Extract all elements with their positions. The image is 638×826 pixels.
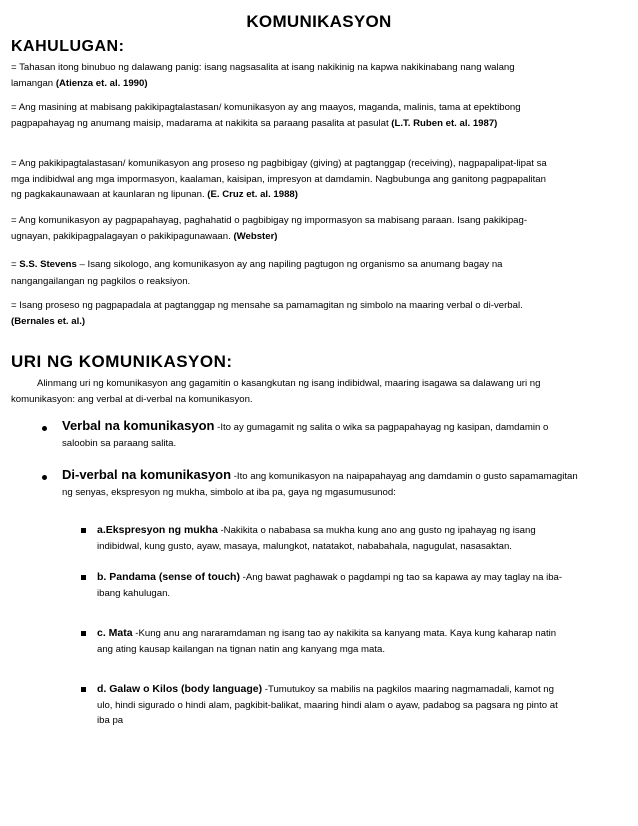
type-di-verbal (42, 467, 582, 500)
subtype-ekspresyon (81, 523, 571, 554)
square-bullet-icon (81, 575, 86, 580)
definition-5 (11, 256, 556, 290)
document-title: KOMUNIKASYON (246, 12, 392, 31)
subtype-term: b. Pandama (sense of touch) (97, 571, 240, 583)
definition-text: = Tahasan itong binubuo ng dalawang panig: isang nagsasalita at isang nakikinig na kapwa nakikinabang nang walang lamangan (11, 62, 515, 89)
definition-citation: (Atienza et. al. 1990) (55, 77, 148, 89)
subtype-description: -Ang bawat paghawak o pagdampi ng tao sa kapawa ay may taglay na iba-ibang kahulugan. (97, 572, 563, 599)
square-bullet-icon (81, 687, 86, 692)
definition-citation: (Bernales et. al.) (11, 315, 86, 327)
definition-citation: (L.T. Ruben et. al. 1987) (391, 117, 498, 129)
type-verbal (42, 418, 582, 451)
definition-text: = Ang pakikipagtalastasan/ komunikasyon ang proseso ng pagbibigay (giving) at pagtanggap (receiving), nagpapalipat-lipat sa mga indibidwal ang mga impormasyon, kaalaman, kaisipan, impresyon at damdamin. Nagbubunga ang ganitong pagpapalitan ng pagkakaunawaan at kaunlaran ng lipunan. (11, 158, 547, 200)
definition-4 (11, 213, 556, 244)
subtype-description: -Nakikita o nababasa sa mukha kung ano ang gusto ng ipahayag ng isang indibidwal, kung gusto, ayaw, masaya, malungkot, natatakot, nababahala, nagugulat, nasasaktan. (97, 525, 536, 552)
definition-prefix: = (11, 259, 20, 270)
bullet-icon (42, 475, 47, 480)
definition-text: = Ang masining at mabisang pakikipagtalastasan/ komunikasyon ay ang maayos, maganda, malinis, tama at epektibong pagpapahayag ng anumang maisip, madarama at nakikita sa paraang pasalita at pasulat (11, 102, 521, 129)
definition-text: – Isang sikologo, ang komunikasyon ay ang napiling pagtugon ng organismo sa anumang bagay na nangangailangan ng pagkilos o reaksiyon. (11, 259, 503, 287)
type-description: -Ito ay gumagamit ng salita o wika sa pagpapahayag ng kasipan, damdamin o saloobin sa paraang salita. (62, 422, 549, 449)
subtype-term: c. Mata (97, 627, 133, 639)
definition-text: = Ang komunikasyon ay pagpapahayag, paghahatid o pagbibigay ng impormasyon sa mabisang paraan. Isang pakikipag-ugnayan, pakikipagpalagayan o pakikipagunawaan. (11, 215, 528, 242)
definition-3 (11, 156, 556, 203)
kahulugan-heading: KAHULUGAN: (11, 38, 125, 55)
definition-text: = Isang proseso ng pagpapadala at pagtanggap ng mensahe sa pamamagitan ng simbolo na maaring verbal o di-verbal. (11, 300, 523, 311)
definition-1 (11, 60, 556, 91)
subtype-mata (81, 626, 571, 657)
bullet-icon (42, 426, 47, 431)
uri-heading: URI NG KOMUNIKASYON: (11, 352, 233, 371)
type-term: Verbal na komunikasyon (62, 418, 215, 433)
definition-2 (11, 100, 556, 131)
type-term: Di-verbal na komunikasyon (62, 467, 232, 482)
definition-citation: (E. Cruz et. al. 1988) (207, 189, 298, 200)
subtype-term: a.Ekspresyon ng mukha (97, 524, 218, 536)
definition-citation: (Webster) (233, 230, 278, 242)
subtype-pandama (81, 570, 571, 601)
square-bullet-icon (81, 631, 86, 636)
subtype-description: -Tumutukoy sa mabilis na pagkilos maaring nagmamadali, kamot ng ulo, hindi sigurado o hindi alam, pagkibit-balikat, maaring hindi alam o ayaw, padabog sa pagsara ng pinto at iba pa (97, 684, 558, 726)
subtype-galaw (81, 682, 571, 729)
square-bullet-icon (81, 528, 86, 533)
definition-name: S.S. Stevens (19, 259, 77, 270)
uri-intro: Alinmang uri ng komunikasyon ang gagamitin o kasangkutan ng isang indibidwal, maaring isagawa sa dalawang uri ng komunikasyon: ang verbal at di-verbal na komunikasyon. (11, 378, 541, 405)
subtype-description: -Kung anu ang nararamdaman ng isang tao ay nakikita sa kanyang mata. Kaya kung kaharap natin ang ating kausap kailangan na tignan natin ang kanyang mga mata. (97, 628, 557, 655)
type-description: -Ito ang komunikasyon na naipapahayag ang damdamin o gusto sapamamagitan ng senyas, ekspresyon ng mukha, simbolo at iba pa, gaya ng mgasumusunod: (62, 471, 578, 498)
subtype-term: d. Galaw o Kilos (body language) (97, 683, 263, 695)
definition-6 (11, 298, 556, 329)
